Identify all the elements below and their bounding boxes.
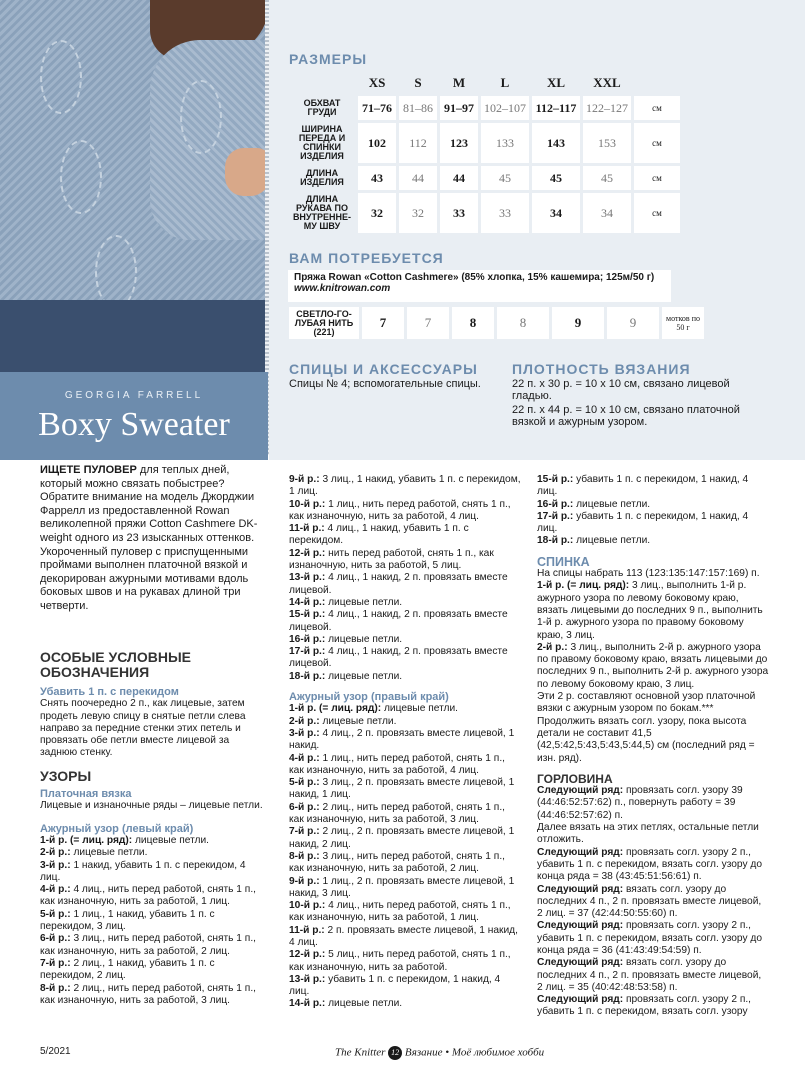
neck-heading: ГОРЛОВИНА (537, 771, 613, 786)
size-value: 44 (440, 166, 478, 190)
yarn-qty: 9 (552, 307, 604, 339)
instruction-row: 14-й р.: лицевые петли. (289, 596, 403, 608)
size-value: 33 (481, 193, 529, 233)
yarn-line: Пряжа Rowan «Cotton Cashmere» (85% хлопка, 15% кашемира; 125м/50 г) (294, 272, 655, 283)
needles-text: Спицы № 4; вспомогательные спицы. (289, 378, 481, 390)
instruction-row: 1-й р. (= лиц. ряд): лицевые петли. (289, 703, 458, 715)
instruction-row: 1-й р. (= лиц. ряд): лицевые петли. (40, 834, 209, 846)
instruction-row: 16-й р.: лицевые петли. (537, 498, 651, 510)
back-heading: СПИНКА (537, 554, 590, 569)
author-name: GEORGIA FARRELL (64, 390, 204, 401)
materials-heading: ВАМ ПОТРЕБУЕТСЯ (289, 250, 444, 266)
yarn-table (286, 304, 707, 342)
patterns-heading: УЗОРЫ (40, 767, 92, 784)
instruction-row: 6-й р.: 3 лиц., нить перед работой, снять 1 п., как изнаночную, нить за работой, 2 лиц. (40, 933, 256, 957)
instruction-row: 15-й р.: 4 лиц., 1 накид, 2 п. провязать вместе лицевой. (289, 609, 508, 633)
instruction-row: 8-й р.: 3 лиц., нить перед работой, снять 1 п., как изнаночную, нить за работой, 2 лиц. (289, 850, 505, 875)
page-number: 12 (388, 1046, 402, 1060)
size-value: 71–76 (358, 96, 396, 120)
sizes-table (286, 70, 683, 236)
instruction-row: 9-й р.: 3 лиц., 1 накид, убавить 1 п. с перекидом, 1 лиц. (289, 474, 521, 498)
lace-right-subheading: Ажурный узор (правый край) (289, 691, 449, 704)
lace-left-rows-cont (289, 474, 521, 683)
size-row-label: ШИРИНА ПЕРЕДА И СПИНКИ ИЗДЕЛИЯ (289, 123, 355, 163)
yarn-qty: 9 (607, 307, 659, 339)
instruction-row: 18-й р.: лицевые петли. (537, 535, 651, 547)
abbr-subheading: Убавить 1 п. с перекидом (40, 686, 179, 698)
gauge-line-1: 22 п. х 30 р. = 10 х 10 см, связано лицевой гладью. (512, 378, 730, 403)
website-link: www.knitrowan.com (294, 283, 391, 294)
instruction-row: Следующий ряд: провязать согл. узору 2 п., убавить 1 п. с перекидом, вязать согл. узору до конца ряда = 38 (43:45:51:56:61) п. (537, 846, 763, 883)
lace-left-subheading: Ажурный узор (левый край) (40, 822, 194, 835)
instruction-row: 8-й р.: 2 лиц., нить перед работой, снять 1 п., как изнаночную, нить за работой, 3 лиц. (40, 982, 256, 1006)
instruction-row: Следующий ряд: вязать согл. узору до последних 4 п., 2 п. провязать вместе лицевой, 2 лиц. = 35 (40:42:48:53:58) п. (537, 957, 762, 993)
intro-text: для теплых дней, который можно связать побыстрее? Обратите внимание на модель Джорджии Фаррелл из предоставленной Rowan великолепной пряжи Cotton Cashmere DK-weight одного из 23 изысканных оттенков. Укороченный пуловер с приспущенными проймами выполнен платочной вязкой и декорирован ажурными мотивами вдоль боковых швов и на рукавах длиной три четверти. (40, 464, 258, 612)
size-value: 32 (358, 193, 396, 233)
instruction-row: 13-й р.: 4 лиц., 1 накид, 2 п. провязать вместе лицевой. (289, 572, 508, 596)
instruction-row: 17-й р.: убавить 1 п. с перекидом, 1 накид, 4 лиц. (537, 510, 749, 535)
instruction-row: 15-й р.: убавить 1 п. с перекидом, 1 накид, 4 лиц. (537, 474, 749, 498)
size-value: 33 (440, 193, 478, 233)
instruction-row: Следующий ряд: провязать согл. узору 2 п., убавить 1 п. с перекидом, вязать согл. узору (537, 994, 752, 1018)
instruction-row: 7-й р.: 2 лиц., 2 п. провязать вместе лицевой, 1 накид, 2 лиц. (289, 826, 515, 850)
gauge-line-2: 22 п. х 44 р. = 10 х 10 см, связано платочной вязкой и ажурным узором. (512, 404, 740, 429)
yarn-box (288, 270, 671, 302)
garter-subheading: Платочная вязка (40, 788, 132, 801)
size-value: 32 (399, 193, 437, 233)
abbr-text: Снять поочередно 2 п., как лицевые, затем продеть левую спицу в снятые петли слева направо за передние стенки этих петель и провязать обе петли вместе лицевой за заднюю стенку. (40, 698, 246, 759)
size-value: 143 (532, 123, 580, 163)
size-value: 43 (358, 166, 396, 190)
column-1 (40, 650, 265, 1007)
back-row-2: 2-й р.: 3 лиц., выполнить 2-й р. ажурного узора по правому боковому краю, вязать лицевыми до последних 9 п., выполнить 2-й р. ажурного узора по левому боковому краю, 3 лиц. (537, 641, 769, 690)
instruction-row: 16-й р.: лицевые петли. (289, 633, 403, 645)
model-photo (0, 0, 268, 372)
instruction-row: 2-й р.: лицевые петли. (289, 715, 397, 727)
instruction-row: 7-й р.: 2 лиц., 1 накид, убавить 1 п. с перекидом, 2 лиц. (40, 957, 215, 982)
sizes-heading: РАЗМЕРЫ (289, 51, 368, 67)
lace-motif (60, 140, 102, 214)
size-value: 112–117 (532, 96, 580, 120)
instruction-row: 12-й р.: нить перед работой, снять 1 п., как изнаночную, нить за работой, 5 лиц. (289, 547, 494, 572)
lace-right-rows-cont (537, 474, 769, 548)
back-continue: Продолжить вязать согл. узору, пока высота детали не составит 41,5 (42,5:42,5:43,5:43,5:44,5) см (последний ряд = изн. ряд). (537, 715, 755, 764)
magazine-footer (335, 1046, 544, 1060)
instruction-row: Следующий ряд: вязать согл. узору до последних 4 п., 2 п. провязать вместе лицевой, 2 лиц. = 37 (42:44:50:55:60) п. (537, 883, 762, 920)
size-col: M (440, 73, 478, 93)
yarn-qty: 7 (362, 307, 404, 339)
instruction-row: Далее вязать на этих петлях, остальные петли отложить. (537, 822, 759, 846)
instruction-row: 14-й р.: лицевые петли. (289, 998, 403, 1010)
size-value: 34 (532, 193, 580, 233)
size-value: 34 (583, 193, 631, 233)
instruction-row: 11-й р.: 4 лиц., 1 накид, убавить 1 п. с перекидом. (289, 523, 469, 547)
sizes-row (289, 193, 680, 233)
magazine-name: The Knitter (335, 1046, 386, 1059)
instruction-row: 11-й р.: 2 п. провязать вместе лицевой, 1 накид, 4 лиц. (289, 924, 518, 948)
instruction-row: 5-й р.: 3 лиц., 2 п. провязать вместе лицевой, 1 накид, 1 лиц. (289, 777, 515, 801)
size-value: 81–86 (399, 96, 437, 120)
pattern-title: Boxy Sweater (38, 406, 230, 443)
instruction-row: 4-й р.: 1 лиц., нить перед работой, снять 1 п., как изнаночную, нить за работой, 4 лиц. (289, 752, 505, 776)
yarn-qty: 8 (497, 307, 549, 339)
intro-lead: ИЩЕТЕ ПУЛОВЕР (40, 464, 137, 476)
instruction-row: 12-й р.: 5 лиц., нить перед работой, снять 1 п., как изнаночную, нить за работой. (289, 949, 511, 973)
size-col: S (399, 73, 437, 93)
instruction-row: 13-й р.: убавить 1 п. с перекидом, 1 накид, 4 лиц. (289, 973, 501, 998)
sizes-row (289, 123, 680, 163)
size-unit: см (634, 193, 680, 233)
size-value: 102 (358, 123, 396, 163)
yarn-color-label: СВЕТЛО-ГО-ЛУБАЯ НИТЬ (221) (289, 307, 359, 339)
sizes-row (289, 96, 680, 120)
garter-text: Лицевые и изнаночные ряды – лицевые петли. (40, 800, 263, 812)
size-value: 122–127 (583, 96, 631, 120)
lace-motif (95, 235, 137, 309)
hand (225, 148, 268, 196)
instruction-row: Следующий ряд: провязать согл. узору 2 п., убавить 1 п. с перекидом, вязать согл. узору до конца ряда = 36 (41:43:49:54:59) п. (537, 920, 763, 956)
size-value: 44 (399, 166, 437, 190)
size-value: 112 (399, 123, 437, 163)
lace-right-rows (289, 703, 521, 1010)
gauge-heading: ПЛОТНОСТЬ ВЯЗАНИЯ (512, 361, 691, 377)
size-value: 153 (583, 123, 631, 163)
title-banner (0, 372, 268, 460)
back-note: Эти 2 р. составляют основной узор платочной вязки с ажурным узором по бокам.*** (537, 691, 756, 715)
instruction-row: 10-й р.: 1 лиц., нить перед работой, снять 1 п., как изнаночную, нить за работой, 4 лиц. (289, 498, 511, 522)
size-unit: см (634, 166, 680, 190)
size-value: 45 (532, 166, 580, 190)
sizes-row (289, 166, 680, 190)
lace-motif (40, 40, 82, 114)
back-cast-on: На спицы набрать 113 (123:135:147:157:169) п. (537, 568, 760, 580)
instruction-row: Следующий ряд: провязать согл. узору 39 (44:46:52:57:62) п., повернуть работу = 39 (44:46:52:57:62) п. (537, 785, 743, 821)
back-row-1: 1-й р. (= лиц. ряд): 3 лиц., выполнить 1-й р. ажурного узора по левому боковому краю, вязать лицевыми до последних 9 п., выполнить 1-й р. ажурного узора по правому боковому краю, 3 лиц. (537, 580, 763, 641)
size-unit: см (634, 96, 680, 120)
size-col: XL (532, 73, 580, 93)
size-row-label: ОБХВАТ ГРУДИ (289, 96, 355, 120)
instruction-row: 3-й р.: 1 накид, убавить 1 п. с перекидом, 4 лиц. (40, 859, 246, 883)
instruction-row: 18-й р.: лицевые петли. (289, 670, 403, 682)
column-3 (537, 474, 769, 1019)
size-col: L (481, 73, 529, 93)
size-value: 45 (583, 166, 631, 190)
instruction-row: 17-й р.: 4 лиц., 1 накид, 2 п. провязать вместе лицевой. (289, 646, 508, 670)
needles-heading: СПИЦЫ И АКСЕССУАРЫ (289, 361, 478, 377)
yarn-qty: 8 (452, 307, 494, 339)
yarn-unit: мотков по 50 г (662, 307, 704, 339)
magazine-tagline: Вязание • Моё любимое хобби (404, 1046, 545, 1059)
instruction-row: 5-й р.: 1 лиц., 1 накид, убавить 1 п. с перекидом, 3 лиц. (40, 908, 215, 933)
issue-number: 5/2021 (40, 1046, 71, 1057)
instruction-row: 4-й р.: 4 лиц., нить перед работой, снять 1 п., как изнаночную, нить за работой, 1 лиц. (40, 884, 256, 908)
instruction-row: 9-й р.: 1 лиц., 2 п. провязать вместе лицевой, 1 накид, 3 лиц. (289, 875, 515, 899)
size-value: 91–97 (440, 96, 478, 120)
instruction-row: 10-й р.: 4 лиц., нить перед работой, снять 1 п., как изнаночную, нить за работой, 1 лиц. (289, 900, 511, 924)
size-col: XS (358, 73, 396, 93)
size-value: 102–107 (481, 96, 529, 120)
size-row-label: ДЛИНА РУКАВА ПО ВНУТРЕННЕ-МУ ШВУ (289, 193, 355, 233)
size-col: XXL (583, 73, 631, 93)
instruction-row: 6-й р.: 2 лиц., нить перед работой, снять 1 п., как изнаночную, нить за работой, 3 лиц. (289, 801, 505, 826)
lace-left-rows (40, 835, 265, 1007)
yarn-qty: 7 (407, 307, 449, 339)
size-unit: см (634, 123, 680, 163)
abbr-heading: ОСОБЫЕ УСЛОВНЫЕ ОБОЗНАЧЕНИЯ (40, 649, 191, 680)
column-2 (289, 474, 521, 1011)
size-value: 133 (481, 123, 529, 163)
jeans (0, 300, 268, 372)
size-value: 123 (440, 123, 478, 163)
size-value: 45 (481, 166, 529, 190)
lace-motif (180, 80, 222, 154)
sizes-header-row (289, 73, 680, 93)
neck-rows (537, 785, 769, 1019)
intro-paragraph (40, 464, 265, 614)
instruction-row: 3-й р.: 4 лиц., 2 п. провязать вместе лицевой, 1 накид. (289, 727, 515, 752)
size-row-label: ДЛИНА ИЗДЕЛИЯ (289, 166, 355, 190)
instruction-row: 2-й р.: лицевые петли. (40, 847, 148, 859)
